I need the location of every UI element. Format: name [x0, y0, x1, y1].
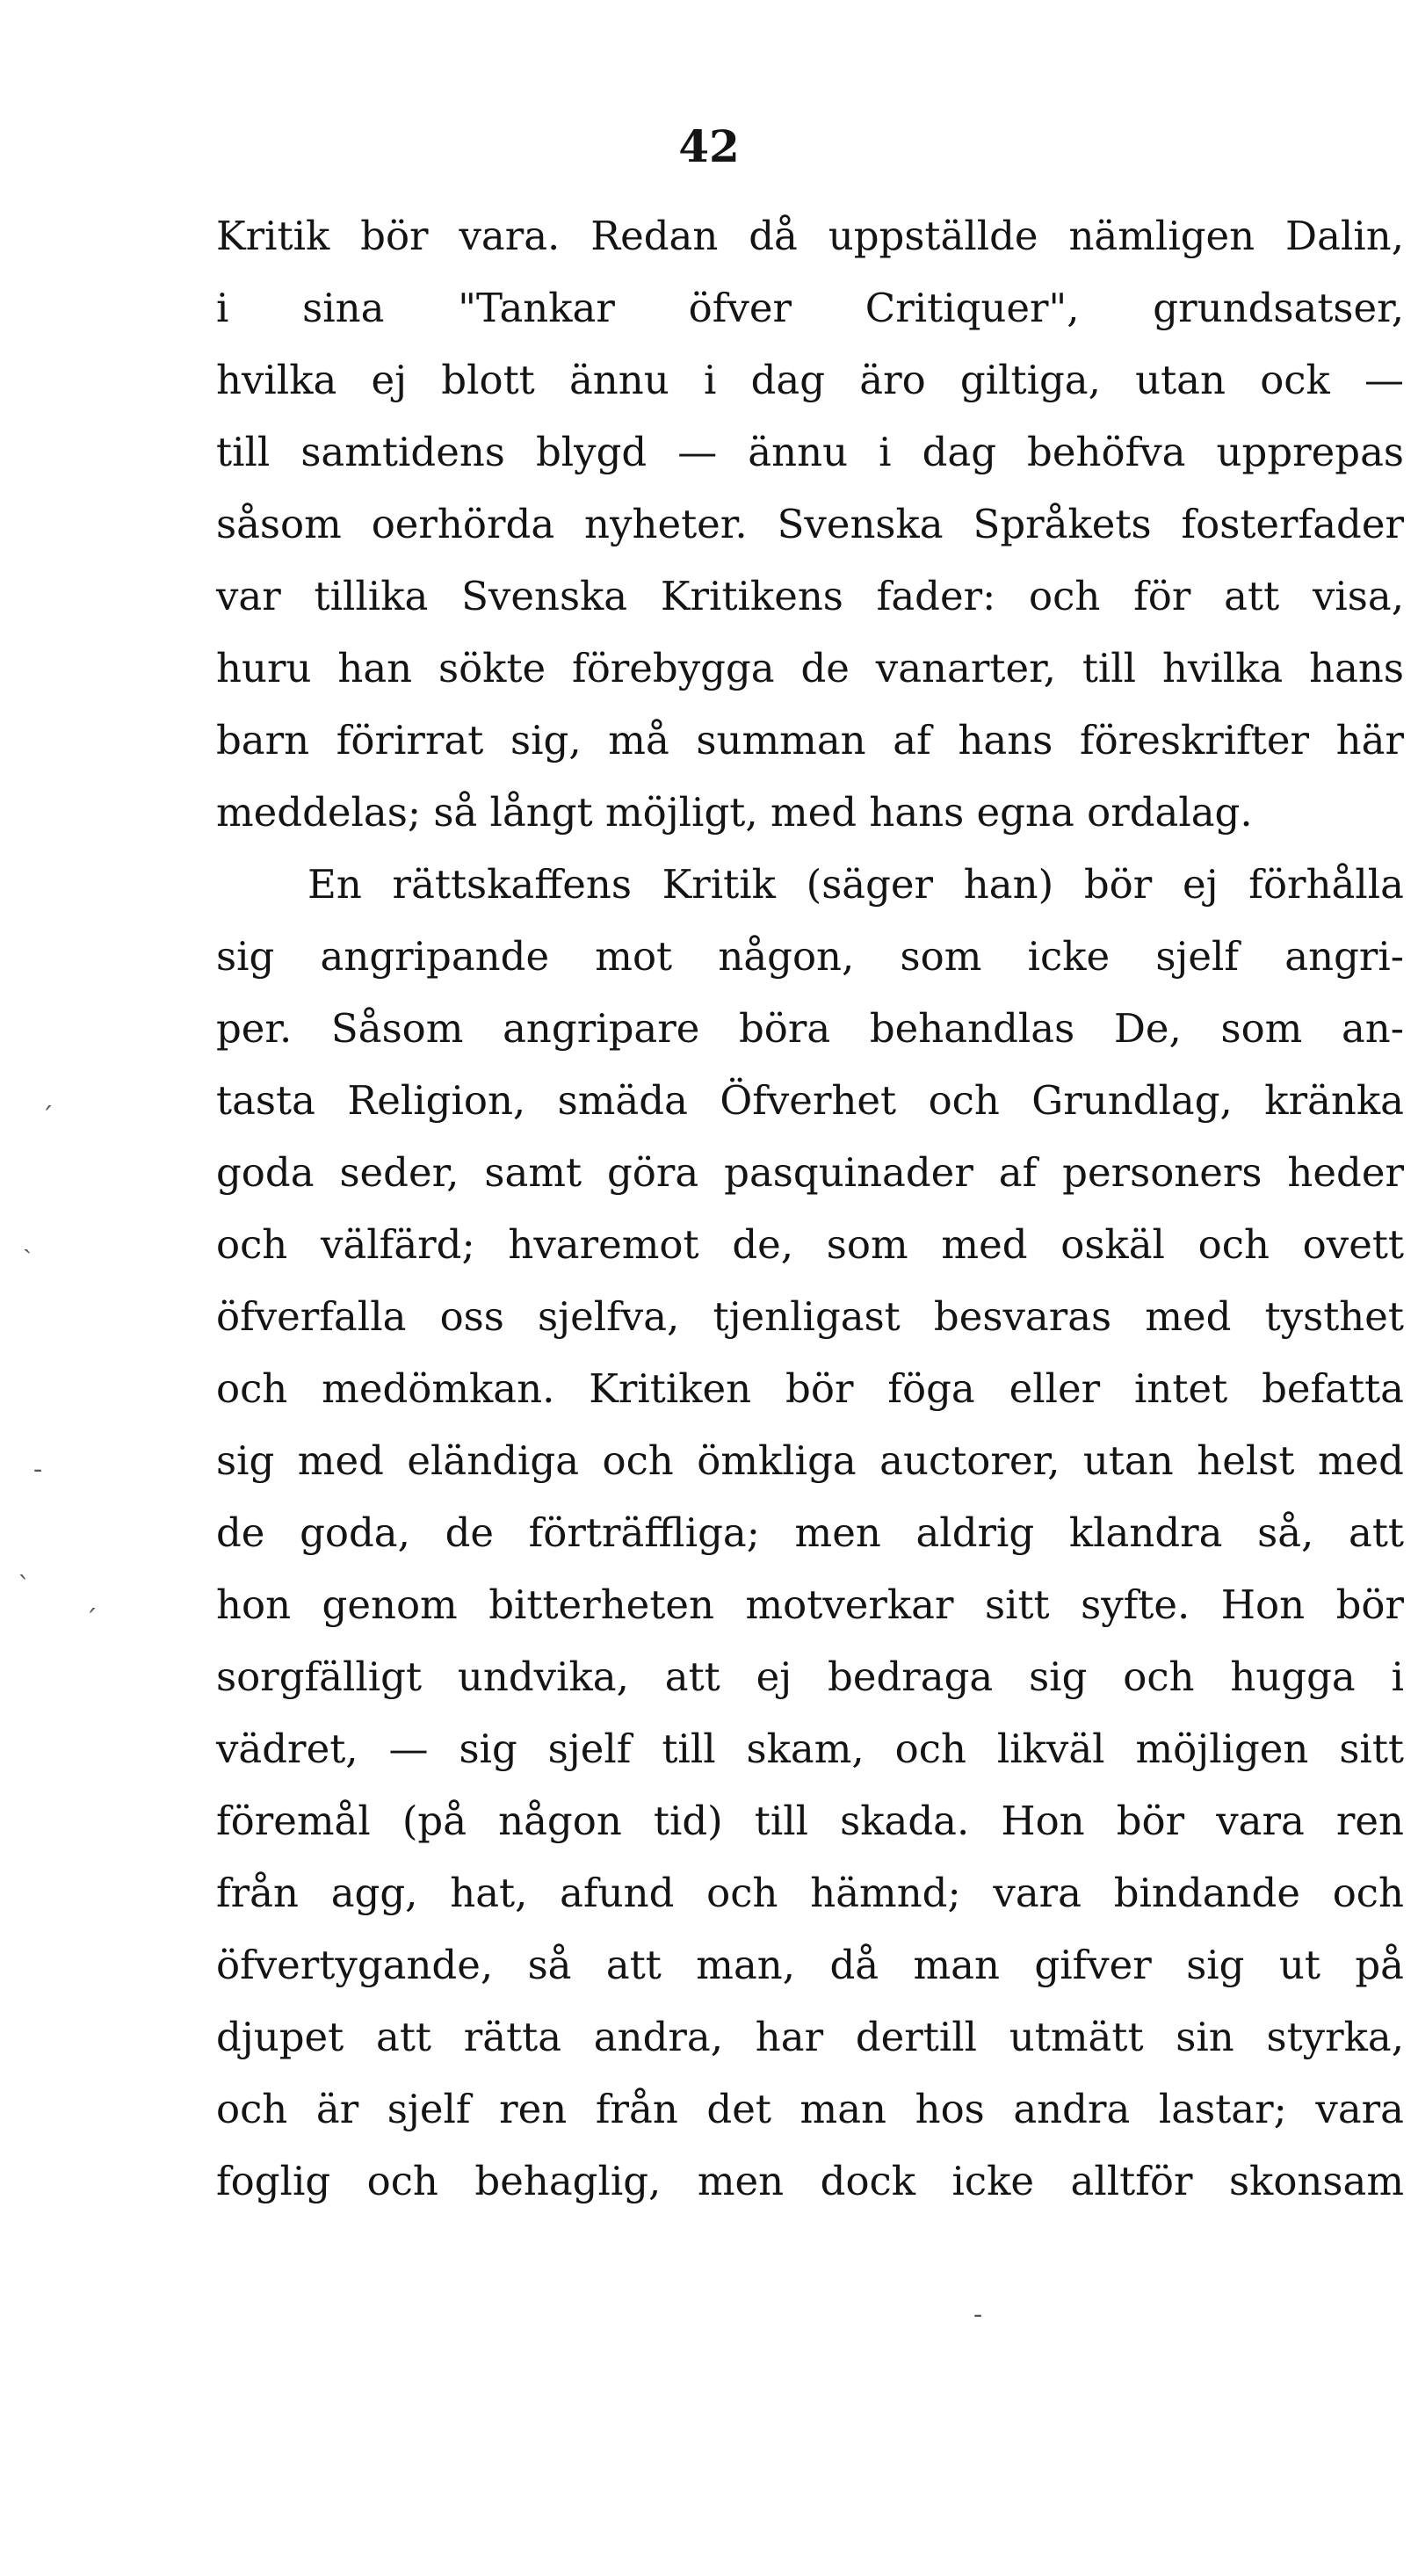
text-line: goda seder, samt göra pasquinader af personers heder — [216, 1149, 1404, 1196]
text-line: sig med eländiga och ömkliga auctorer, utan helst med — [216, 1437, 1404, 1484]
stray-mark: ˋ — [18, 1572, 31, 1603]
text-line: sig angripande mot någon, som icke sjelf angri- — [216, 933, 1404, 980]
text-line: de goda, de förträffliga; men aldrig klandra så, att — [216, 1509, 1404, 1556]
text-line: djupet att rätta andra, har dertill utmätt sin styrka, — [216, 2014, 1404, 2060]
text-line: per. Såsom angripare böra behandlas De, som an- — [216, 1005, 1404, 1052]
stray-mark: ˎ — [23, 1224, 32, 1255]
text-line: Kritik bör vara. Redan då uppställde nämligen Dalin, — [216, 213, 1404, 259]
text-line: öfverfalla oss sjelfva, tjenligast besvaras med tysthet — [216, 1293, 1404, 1340]
text-line: sorgfälligt undvika, att ej bedraga sig och hugga i — [216, 1653, 1404, 1700]
page-number: 42 — [678, 120, 740, 172]
text-line: foglig och behaglig, men dock icke alltför skonsam — [216, 2158, 1404, 2204]
text-line: vädret, — sig sjelf till skam, och likväl möjligen sitt — [216, 1726, 1404, 1772]
text-line: föremål (på någon tid) till skada. Hon bör vara ren — [216, 1798, 1404, 1844]
text-line: från agg, hat, afund och hämnd; vara bindande och — [216, 1870, 1404, 1916]
text-line: och är sjelf ren från det man hos andra lastar; vara — [216, 2086, 1404, 2132]
text-line: och medömkan. Kritiken bör föga eller intet befatta — [216, 1365, 1404, 1412]
text-line: meddelas; så långt möjligt, med hans egna ordalag. — [216, 789, 1253, 836]
stray-mark: ˊ — [84, 1605, 98, 1636]
text-line: hon genom bitterheten motverkar sitt syfte. Hon bör — [216, 1581, 1404, 1628]
text-line: till samtidens blygd — ännu i dag behöfva upprepas — [216, 429, 1404, 475]
text-line: barn förirrat sig, må summan af hans föreskrifter här — [216, 717, 1404, 763]
stray-mark: - — [973, 2299, 983, 2330]
body-text — [216, 200, 1404, 2218]
text-line: var tillika Svenska Kritikens fader: och för att visa, — [216, 573, 1404, 619]
stray-mark: - — [33, 1454, 43, 1485]
stray-mark: ˊ — [40, 1103, 54, 1133]
text-line: En rättskaffens Kritik (säger han) bör ej förhålla — [307, 861, 1404, 908]
text-line: i sina "Tankar öfver Critiquer", grundsatser, — [216, 285, 1404, 331]
text-line: tasta Religion, smäda Öfverhet och Grundlag, kränka — [216, 1077, 1404, 1124]
text-line: huru han sökte förebygga de vanarter, till hvilka hans — [216, 645, 1404, 691]
text-line: hvilka ej blott ännu i dag äro giltiga, utan ock — — [216, 357, 1404, 403]
text-line: öfvertygande, så att man, då man gifver sig ut på — [216, 1942, 1404, 1988]
text-line: och välfärd; hvaremot de, som med oskäl och ovett — [216, 1221, 1404, 1268]
text-line: såsom oerhörda nyheter. Svenska Språkets fosterfader — [216, 501, 1404, 547]
